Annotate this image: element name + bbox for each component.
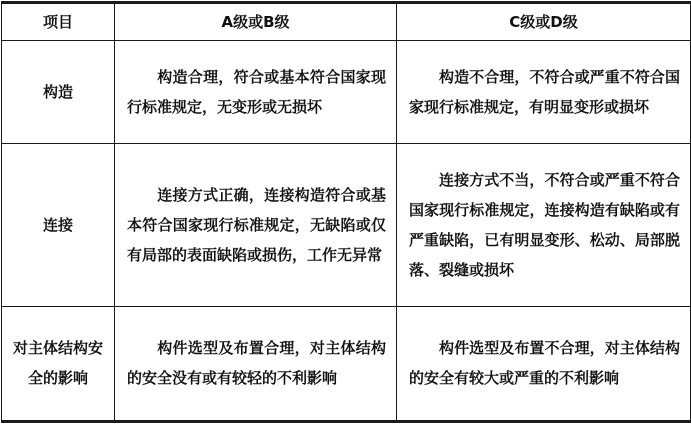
row-grade-cd-text: 构件选型及布置不合理，对主体结构的安全有较大或严重的不利影响 [409,339,680,388]
row-grade-ab-text: 构件选型及布置合理，对主体结构的安全没有或有较轻的不利影响 [127,339,386,388]
row-grade-ab-cell [115,41,397,144]
row-grade-cd-cell [397,143,691,306]
table-row [2,143,691,306]
row-item-label: 构造 [2,41,115,144]
grading-table-container [1,1,690,423]
row-item-label: 连接 [2,143,115,306]
row-grade-ab-cell [115,143,397,306]
table-header-row [2,3,691,41]
table-row [2,41,691,144]
header-grade-ab: A级或B级 [115,3,397,41]
row-grade-ab-text: 连接方式正确，连接构造符合或基本符合国家现行标准规定，无缺陷或仅有局部的表面缺陷或损伤，工作无异常 [127,185,386,264]
row-grade-cd-cell [397,306,691,421]
row-grade-ab-text: 构造合理，符合或基本符合国家现行标准规定，无变形或无损坏 [127,67,386,116]
row-grade-cd-cell [397,41,691,144]
header-grade-cd: C级或D级 [397,3,691,41]
header-item: 项目 [2,3,115,41]
row-grade-cd-text: 连接方式不当，不符合或严重不符合国家现行标准规定，连接构造有缺陷或有严重缺陷，已有明显变形、松动、局部脱落、裂缝或损坏 [409,170,680,279]
grading-table [1,1,691,423]
row-grade-cd-text: 构造不合理，不符合或严重不符合国家现行标准规定，有明显变形或损坏 [409,67,680,116]
row-grade-ab-cell [115,306,397,421]
row-item-label: 对主体结构安全的影响 [2,306,115,421]
table-row [2,306,691,421]
